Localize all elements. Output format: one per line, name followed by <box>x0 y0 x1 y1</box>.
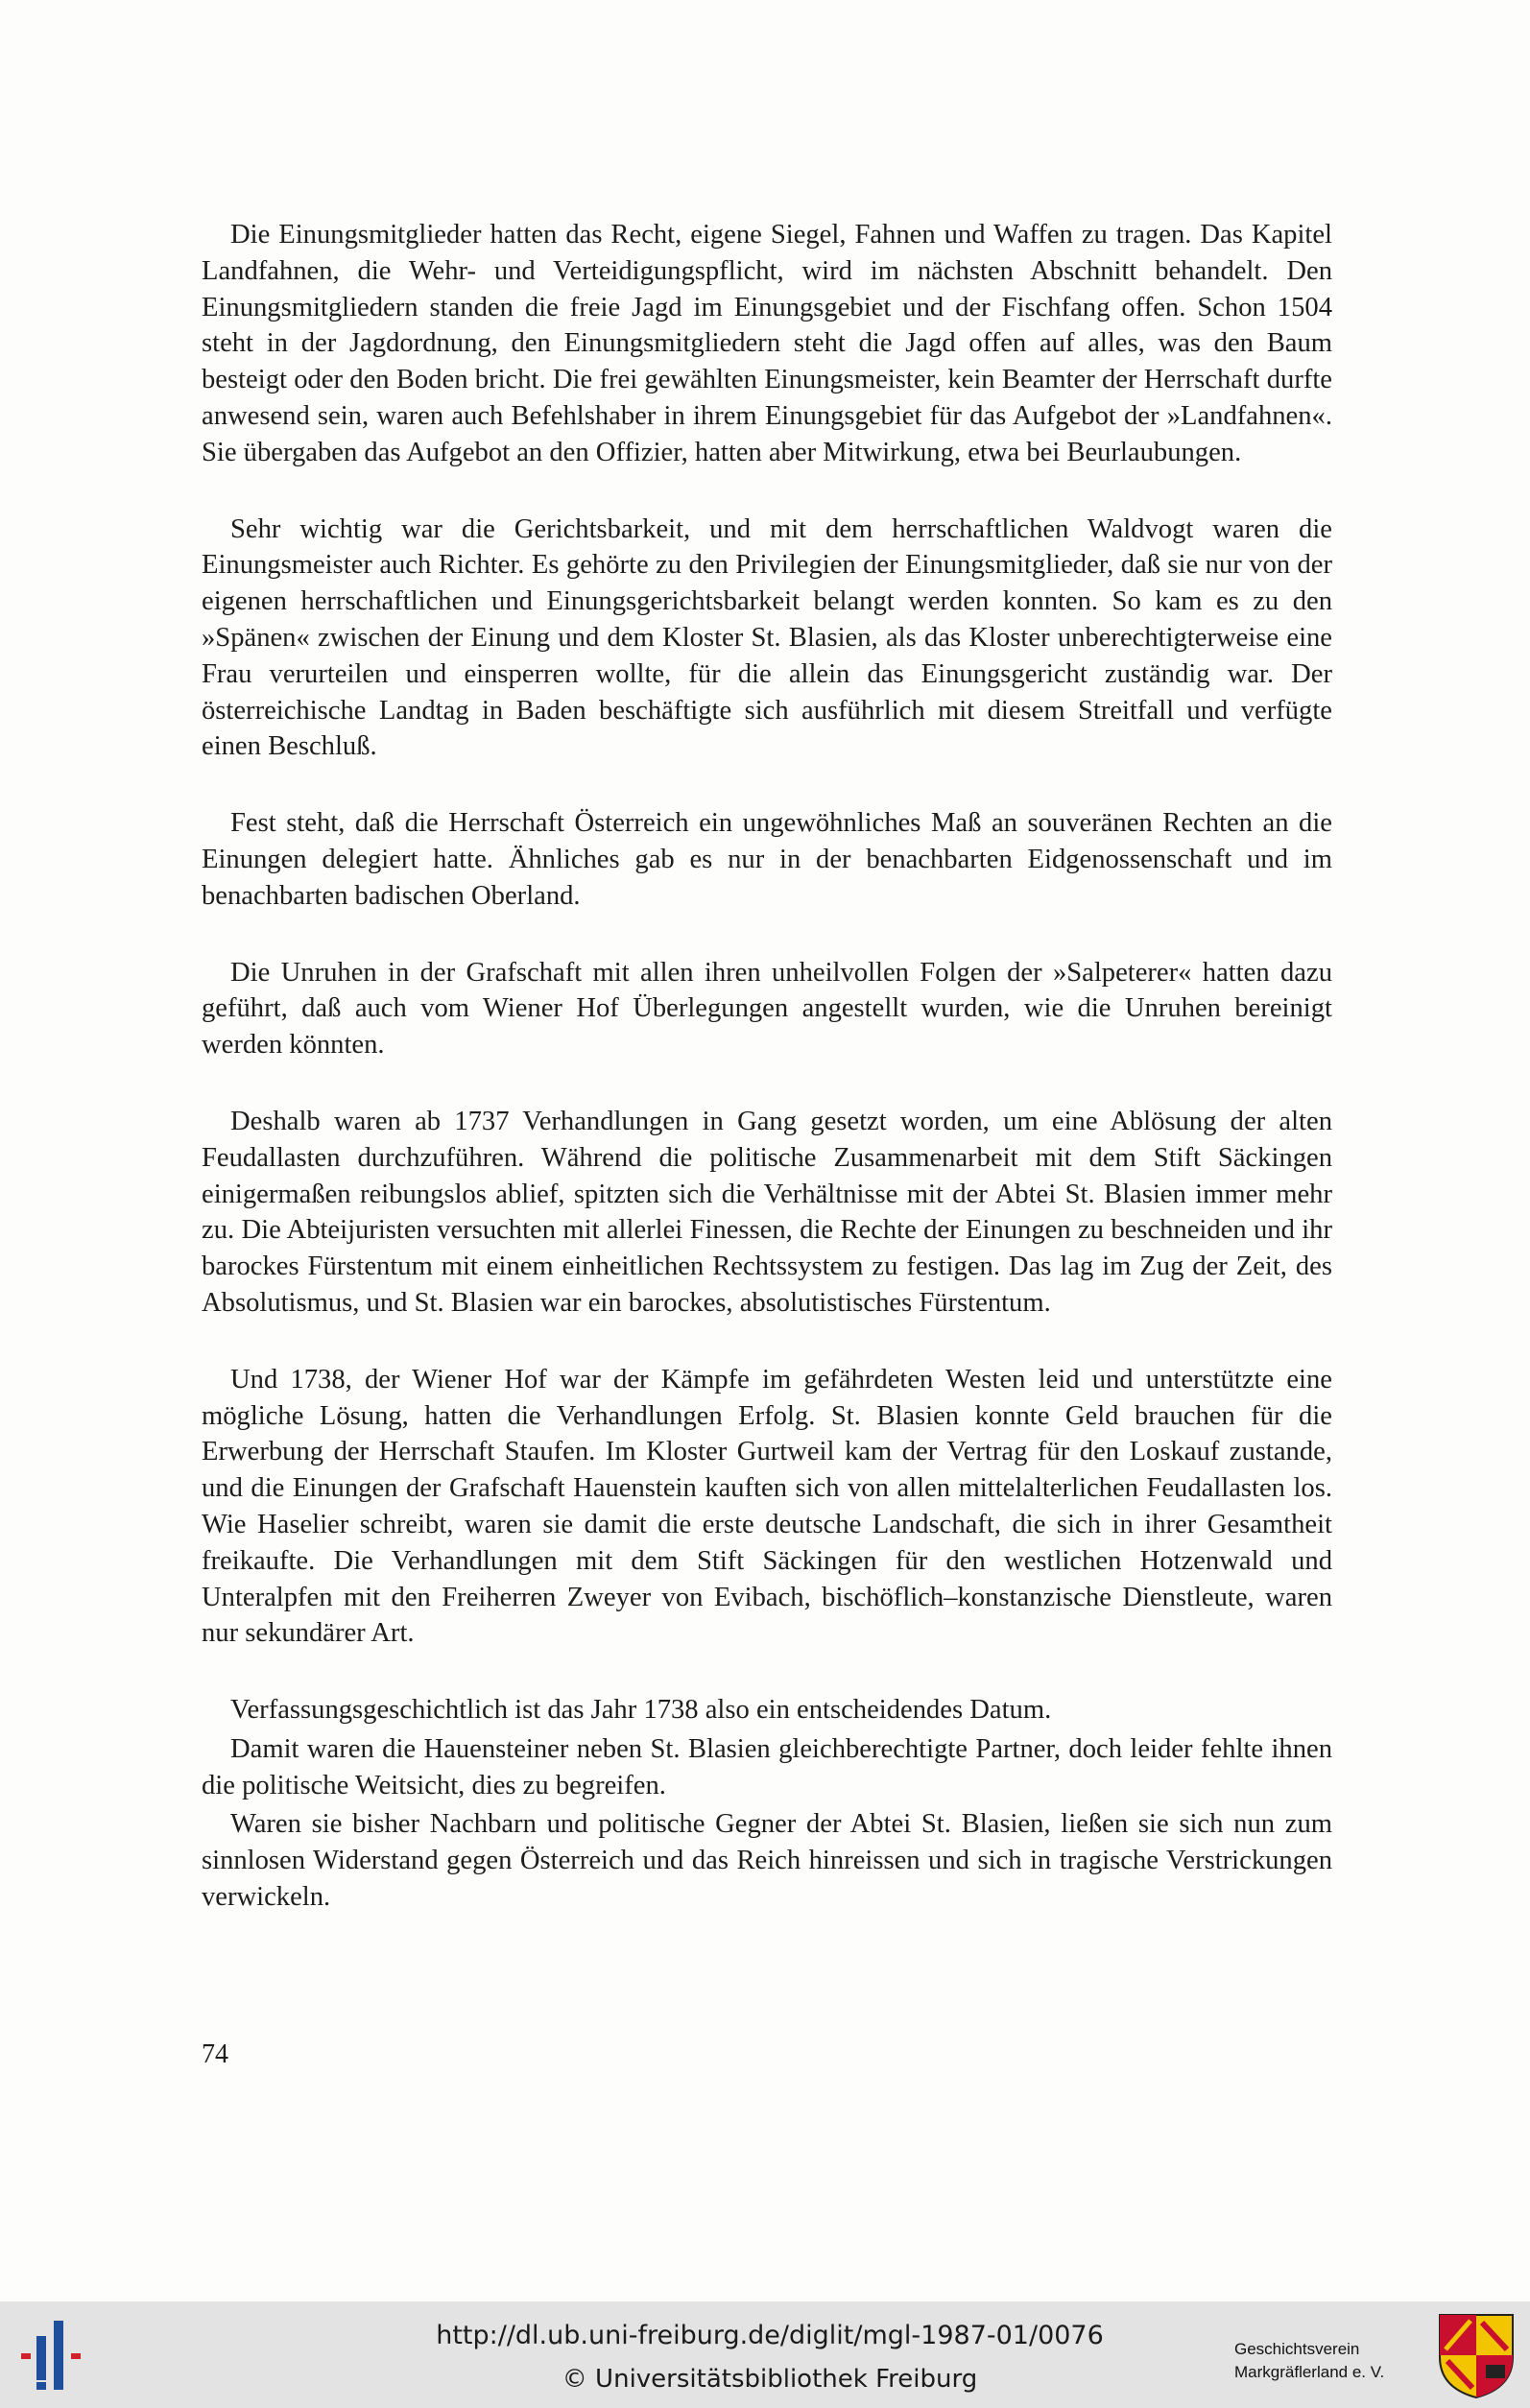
society-line: Geschichtsverein <box>1234 2340 1360 2358</box>
paragraph: Die Unruhen in der Grafschaft mit allen ihren unheilvollen Folgen der »Salpeterer« hatten dazu geführt, daß auch vom Wiener Hof Überlegungen angestellt wurden, wie die Unruhen bereinigt werden könnten. <box>202 957 1332 1061</box>
paragraph: Die Einungsmitglieder hatten das Recht, eigene Siegel, Fahnen und Waffen zu tragen. Das Kapitel Landfahnen, die Wehr- und Verteidigungspflicht, wird im nächsten Abschnitt behandelt. Den Einungsmitgliedern standen die freie Jagd im Einungsgebiet und der Fischfang offen. Schon 1504 steht in der Jagdordnung, den Einungsmitgliedern steht die Jagd offen auf alles, was den Baum besteigt oder den Boden bricht. Die frei gewählten Einungsmeister, kein Beamter der Herrschaft durfte anwesend sein, waren auch Befehlshaber in ihrem Einungsgebiet für das Aufgebot der »Landfahnen«. Sie übergaben das Aufgebot an den Offizier, hatten aber Mitwirkung, etwa bei Beurlaubungen. <box>202 220 1332 467</box>
paragraph: Sehr wichtig war die Gerichtsbarkeit, und mit dem herrschaftlichen Waldvogt waren die Einungsmeister auch Richter. Es gehörte zu den Privilegien der Einungsmitglieder, daß sie nur von der eigenen herrschaftlichen und Einungsgerichtsbarkeit belangt werden konnten. So kam es zu den »Spänen« zwischen der Einung und dem Kloster St. Blasien, als das Kloster unberechtigterweise eine Frau verurteilen und einsperren wollte, für die allein das Einungsgericht zuständig war. Der österreichische Landtag in Baden beschäftigte sich ausführlich mit diesem Streitfall und verfügte einen Beschluß. <box>202 513 1332 762</box>
society-name <box>1234 2338 1426 2384</box>
society-line: Markgräflerland e. V. <box>1234 2363 1385 2381</box>
copyright-text: © Universitätsbibliothek Freiburg <box>562 2365 978 2394</box>
coat-of-arms-icon[interactable] <box>1436 2311 1517 2399</box>
paragraph: Damit waren die Hauensteiner neben St. Blasien gleichberechtigte Partner, doch leider fehlte ihnen die politische Weitsicht, dies zu begreifen. <box>202 1733 1332 1800</box>
paragraph: Und 1738, der Wiener Hof war der Kämpfe im gefährdeten Westen leid und unterstützte eine mögliche Lösung, hatten die Verhandlungen Erfolg. St. Blasien konnte Geld brauchen für die Erwerbung der Herrschaft Staufen. Im Kloster Gurtweil kam der Vertrag für den Loskauf zustande, und die Einungen der Grafschaft Hauenstein kauften sich von allen mittelalterlichen Feudallasten los. Wie Haselier schreibt, waren sie damit die erste deutsche Landschaft, die sich in ihrer Gesamtheit freikaufte. Die Verhandlungen mit dem Stift Säckingen für den westlichen Hotzenwald und Unteralpfen mit den Freiherren Zweyer von Evibach, bischöflich–konstanzische Dienstleute, waren nur sekundärer Art. <box>202 1364 1332 1649</box>
body-text <box>202 217 1332 1956</box>
paragraph: Waren sie bisher Nachbarn und politische Gegner der Abtei St. Blasien, ließen sie sich nun zum sinnlosen Widerstand gegen Österreich und das Reich hinreissen und sich in tragische Verstrickungen verwickeln. <box>202 1809 1332 1913</box>
paragraph: Deshalb waren ab 1737 Verhandlungen in Gang gesetzt worden, um eine Ablösung der alten Feudallasten durchzuführen. Während die politische Zusammenarbeit mit dem Stift Säckingen einigermaßen reibungslos ablief, spitzten sich die Verhältnisse mit der Abtei St. Blasien immer mehr zu. Die Abteijuristen versuchten mit allerlei Finessen, die Rechte der Einungen zu beschneiden und ihr barockes Fürstentum mit einem einheitlichen Rechtssystem zu festigen. Das lag im Zug der Zeit, des Absolutismus, und St. Blasien war ein barockes, absolutistisches Fürstentum. <box>202 1106 1332 1318</box>
footer-bar <box>0 2301 1530 2408</box>
paragraph: Verfassungsgeschichtlich ist das Jahr 1738 also ein entscheidendes Datum. <box>230 1695 1052 1726</box>
page-number: 74 <box>202 2039 228 2069</box>
source-url-link[interactable]: http://dl.ub.uni-freiburg.de/diglit/mgl-1987-01/0076 <box>436 2321 1104 2350</box>
paragraph: Fest steht, daß die Herrschaft Österreich ein ungewöhnliches Maß an souveränen Rechten an die Einungen delegiert hatte. Ähnliches gab es nur in der benachbarten Eidgenossenschaft und im benachbarten badischen Oberland. <box>202 808 1332 911</box>
